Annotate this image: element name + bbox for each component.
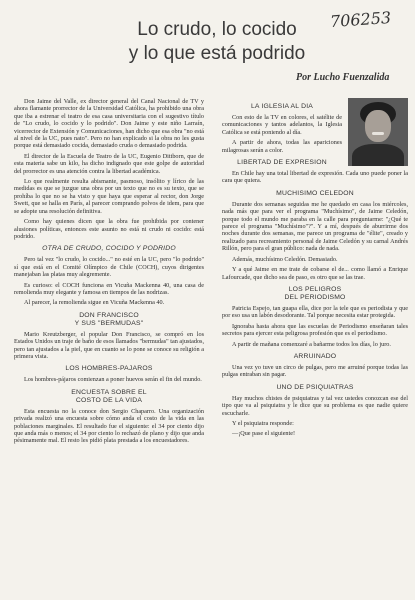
paragraph: El director de la Escuela de Teatro de la UC, Eugenio Dittborn, que de esta materia sabe un kilo, ha dicho indignado que este golpe de autoridad del prorrector es una atención contra la libertad académica. <box>14 152 204 175</box>
paragraph: Hay muchos chistes de psiquiatras y tal vez ustedes conozcan ese del tipo que va al psiquiatra y le dice que su problema es que nadie quiere escucharle. <box>222 394 408 417</box>
heading-line: DEL PERIODISMO <box>284 293 346 301</box>
paragraph: Además, muchísimo Celedón. Demasiado. <box>232 255 338 263</box>
section-heading-otra: OTRA DE CRUDO, COCIDO Y PODRIDO <box>42 245 176 253</box>
title-line-1: Lo crudo, lo cocido <box>137 19 297 40</box>
heading-line: Y SUS "BERMUDAS" <box>74 319 144 327</box>
article-title <box>92 18 342 66</box>
paragraph: Y el psiquiatra responde: <box>232 419 294 427</box>
handwritten-archive-code: 706253 <box>329 7 392 32</box>
section-heading-arruinado: ARRUINADO <box>293 352 337 360</box>
paragraph: En Chile hay una total libertad de expresión. Cada uno puede poner la cara que quiera. <box>222 170 408 185</box>
photo-body-shape <box>352 144 404 166</box>
paragraph: A partir de ahora, todas las apariciones milagrosas serán a color. <box>222 139 342 154</box>
section-heading-peligros <box>222 286 408 302</box>
paragraph: Es curioso: el COCH funciona en Vicuña Mackenna 40, una casa de remolienda muy elegante y famosa en tiempos de las nodrizas. <box>14 281 204 296</box>
paragraph: Los hombres-pájaros comienzan a poner huevos serán el fin del mundo. <box>24 376 202 384</box>
section-heading-muchisimo: MUCHISIMO CELEDON <box>276 189 354 197</box>
paragraph: Ignoraba hasta ahora que las escuelas de Periodismo enseñaran tales secretos para ejercer esta peligrosa profesión que es el periodismo. <box>222 322 408 338</box>
section-heading-pajaros: LOS HOMBRES-PAJAROS <box>65 365 153 373</box>
section-heading-libertad: LIBERTAD DE EXPRESION <box>237 159 327 167</box>
paragraph: Como hay quienes dicen que la obra fue prohibida por contener alusiones políticas, entonces este asunto no está ni crudo ni cocido: está podrido. <box>14 218 204 240</box>
paragraph: —¡Que pase el siguiente! <box>232 430 296 438</box>
heading-line: DON FRANCISCO <box>79 311 139 319</box>
right-column <box>222 98 408 441</box>
heading-line: LOS PELIGROS <box>288 285 342 293</box>
paragraph: Lo que realmente resulta abismante, pasmoso, insólito y lírico de las medidas es que se juzgue una obra por un texto que no es su texto, que se prohíba lo que no se ha visto y que haya que esperar al rector, don Jorge Swett, que se halla en París, al parecer comprando polvos de idem, para que se adopte una resolución definitiva. <box>14 178 204 215</box>
heading-line: COSTO DE LA VIDA <box>75 396 143 404</box>
heading-line: ENCUESTA SOBRE EL <box>71 388 147 396</box>
paragraph: Don Jaime del Valle, ex director general del Canal Nacional de TV y ahora flamante prorrector de la Universidad Católica, ha prohibido una obra que iba a estrenar el teatro de esa casa universitaria con el sugestivo título de "Lo crudo, lo cocido y lo podrido". Don Jaime y este niño Larraín, vicerrector de Extensión y Comunicaciones, han dicho que esa obra "no está al nivel de la UC, pues nato". Pero no han explicado si la obra no les gusta porque está demasiado cocida, demasiado cruda o demasiado podrida. <box>14 98 204 150</box>
section-heading-encuesta <box>14 389 204 405</box>
paragraph: Patricia Espejo, tan guapa ella, dice por la tele que es periodista y que por eso usa un labón desodorante. Tal porque necesita estar protegida. <box>222 304 408 320</box>
photo-smile-shape <box>372 132 384 135</box>
photo-face-shape <box>365 110 391 142</box>
paragraph: Una vez yo tuve un circo de pulgas, pero me arruiné porque todas las pulgas entraban sin pagar. <box>222 363 408 379</box>
paragraph: Esta encuesta no la conoce don Sergio Chaparro. Una organización privada realizó una encuesta sobre cómo anda el costo de la vida en las poblaciones marginales. El resultado fue el siguiente: el 34 por ciento dijo que anda más o menos; el 34 por ciento lo rechazó de plano y dijo que anda pésimamente mal. El resto les pidió plata prestada a los encuestadores. <box>14 407 204 445</box>
section-heading-psiquiatras: UNO DE PSIQUIATRAS <box>276 383 354 391</box>
left-column <box>14 98 204 448</box>
paragraph: Al parecer, la remolienda sigue en Vicuña Mackenna 40. <box>24 299 165 307</box>
paragraph: Con esto de la TV en colores, el satélite de comunicaciones y tantos adelantos, la Iglesia Católica se está poniendo al día. <box>222 114 342 136</box>
paragraph: A partir de mañana comenzaré a bañarme todos los días, lo juro. <box>232 340 391 348</box>
title-line-2: y lo que está podrido <box>128 43 306 64</box>
section-heading-don-francisco <box>14 312 204 328</box>
paragraph: Y a qué Jaime en me trate de cobarse el de... como llamó a Enrique Lafourcade, que dicho sea de paso, es otro que se las trae. <box>222 266 408 281</box>
paragraph: Mario Kreutzberger, el popular Don Francisco, se compró en los Estados Unidos un traje de baño de esos llamados "bermudas" tan ajustados, pero tan ajustados a la piel, que en cuanto se lo pone se conoce su religión a primera vista. <box>14 330 204 360</box>
section-heading-iglesia: LA IGLESIA AL DIA <box>250 103 314 110</box>
author-photo <box>348 98 408 166</box>
paragraph: Durante dos semanas seguidas me he quedado en casa los miércoles, nada más que para ver el programa "Muchísimo", de Jaime Celedón, porque todo el mundo me paraba en la calle para preguntarme: "¿Qué te parece el programa "Muchísimo"?". Y a mí, después de aburrirme dos noches durante dos semanas, me parece un programa de "élite", creado y realizado para recreamiento personal de Jaime Celedón y su carnal Andrés Rillón, pero para el gran público: nada de nada. <box>222 200 408 253</box>
paragraph: Pero tal vez "lo crudo, lo cocido..." no esté en la UC, pero "lo podrido" sí que está en el Comité Olímpico de Chile (COCH), cuyos dirigentes manejaban las platas muy alegremente. <box>14 256 204 279</box>
byline: Por Lucho Fuenzalida <box>296 72 390 83</box>
